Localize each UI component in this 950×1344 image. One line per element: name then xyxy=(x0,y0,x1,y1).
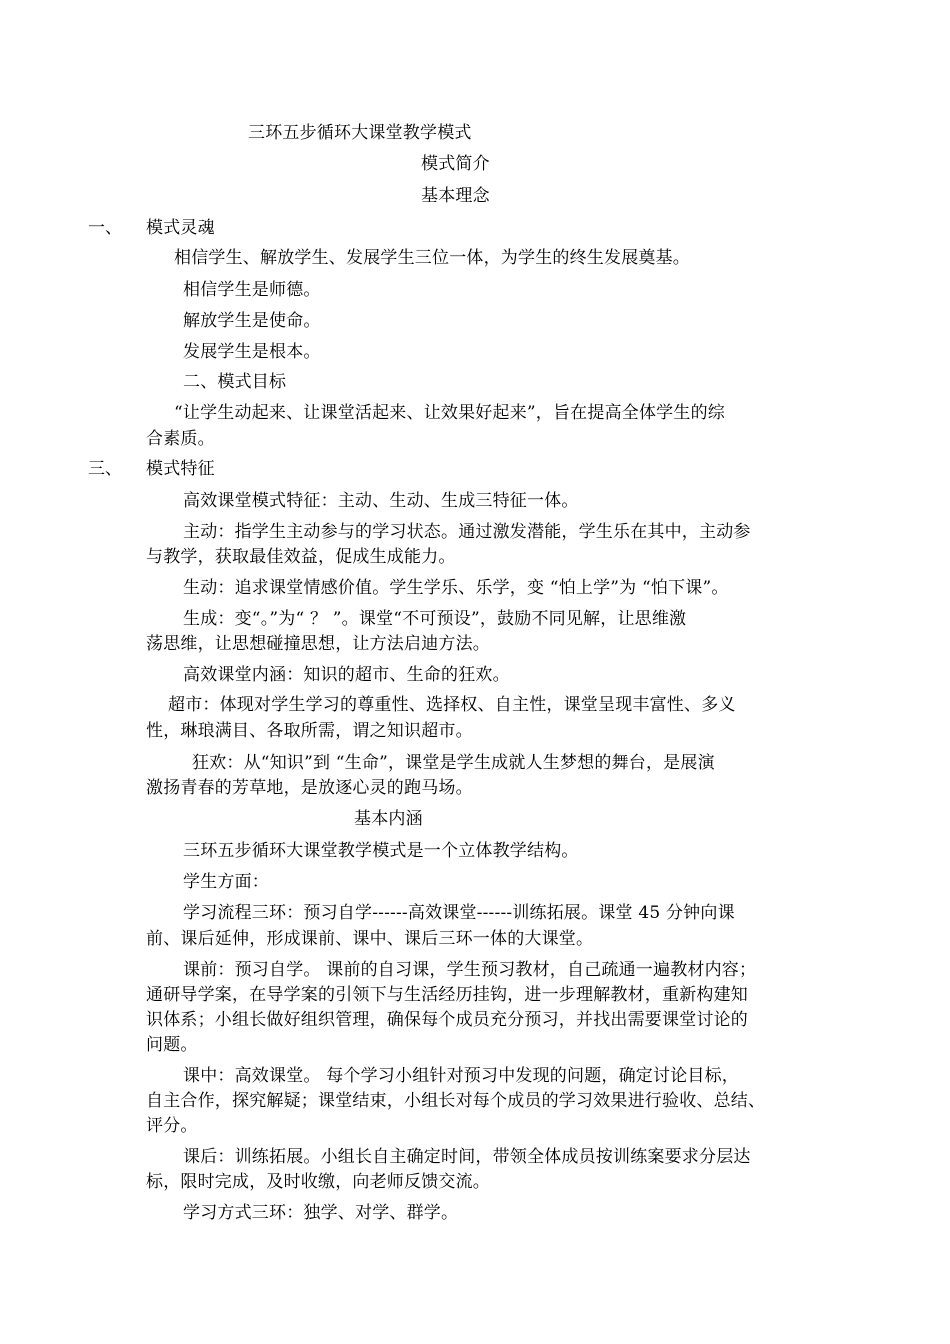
section4-line: 评分。 xyxy=(146,1116,198,1136)
section4-line: 三环五步循环大课堂教学模式是一个立体教学结构。 xyxy=(183,841,579,861)
section1-line: 相信学生是师德。 xyxy=(183,280,321,300)
section3-heading: 模式特征 xyxy=(146,459,215,479)
section1-number: 一、 xyxy=(88,218,122,238)
document-title: 三环五步循环大课堂教学模式 xyxy=(248,123,472,143)
section3-line: 与教学，获取最佳效益，促成生成能力。 xyxy=(146,547,456,567)
section3-line: 高效课堂内涵：知识的超市、生命的狂欢。 xyxy=(183,665,510,685)
section3-line: 生成：变“。”为“ ？ ”。课堂“不可预设”，鼓励不同见解，让思维激 xyxy=(183,609,687,629)
section4-line: 课中：高效课堂。 每个学习小组针对预习中发现的问题，确定讨论目标， xyxy=(183,1066,740,1086)
section1-line: 相信学生、解放学生、发展学生三位一体，为学生的终生发展奠基。 xyxy=(174,248,690,268)
section4-line: 学生方面： xyxy=(183,872,269,892)
section4-heading: 基本内涵 xyxy=(354,809,423,829)
section4-line: 学习方式三环：独学、对学、群学。 xyxy=(183,1203,459,1223)
section3-line: 荡思维，让思想碰撞思想，让方法启迪方法。 xyxy=(146,634,490,654)
section2-line: 合素质。 xyxy=(146,429,215,449)
section3-line: 高效课堂模式特征：主动、生动、生成三特征一体。 xyxy=(183,491,579,511)
section3-number: 三、 xyxy=(88,459,122,479)
section1-heading: 模式灵魂 xyxy=(146,218,215,238)
section3-line: 激扬青春的芳草地，是放逐心灵的跑马场。 xyxy=(146,778,473,798)
section1-line: 发展学生是根本。 xyxy=(183,342,321,362)
section4-line: 课后：训练拓展。小组长自主确定时间，带领全体成员按训练案要求分层达 xyxy=(183,1147,751,1167)
section3-line: 性，琳琅满目、各取所需，谓之知识超市。 xyxy=(146,721,473,741)
section2-heading: 二、模式目标 xyxy=(183,372,287,392)
section3-line: 生动：追求课堂情感价值。学生学乐、乐学，变 “怕上学”为 “怕下课”。 xyxy=(183,578,729,598)
section1-line: 解放学生是使命。 xyxy=(183,311,321,331)
section4-line: 学习流程三环：预习自学------高效课堂------训练拓展。课堂 45 分钟向课 xyxy=(183,903,735,923)
section4-line: 识体系；小组长做好组织管理，确保每个成员充分预习，并找出需要课堂讨论的 xyxy=(146,1010,748,1030)
section4-line: 问题。 xyxy=(146,1035,198,1055)
section4-line: 通研导学案，在导学案的引领下与生活经历挂钩，进一步理解教材，重新构建知 xyxy=(146,985,748,1005)
section3-line: 主动：指学生主动参与的学习状态。通过激发潜能，学生乐在其中，主动参 xyxy=(183,522,751,542)
section4-line: 标，限时完成，及时收缴，向老师反馈交流。 xyxy=(146,1172,490,1192)
section4-line: 前、课后延伸，形成课前、课中、课后三环一体的大课堂。 xyxy=(146,929,594,949)
section3-line: 狂欢：从“知识”到 “生命”，课堂是学生成就人生梦想的舞台，是展演 xyxy=(192,753,715,773)
section4-line: 自主合作，探究解疑；课堂结束，小组长对每个成员的学习效果进行验收、总结、 xyxy=(146,1091,766,1111)
subtitle-mode-intro: 模式简介 xyxy=(421,154,490,174)
section2-line: “让学生动起来、让课堂活起来、让效果好起来”，旨在提高全体学生的综 xyxy=(174,403,725,423)
subtitle-basic-concept: 基本理念 xyxy=(421,186,490,206)
section4-line: 课前：预习自学。 课前的自习课，学生预习教材，自己疏通一遍教材内容； xyxy=(183,960,757,980)
section3-line: 超市：体现对学生学习的尊重性、选择权、自主性，课堂呈现丰富性、多义 xyxy=(168,695,736,715)
